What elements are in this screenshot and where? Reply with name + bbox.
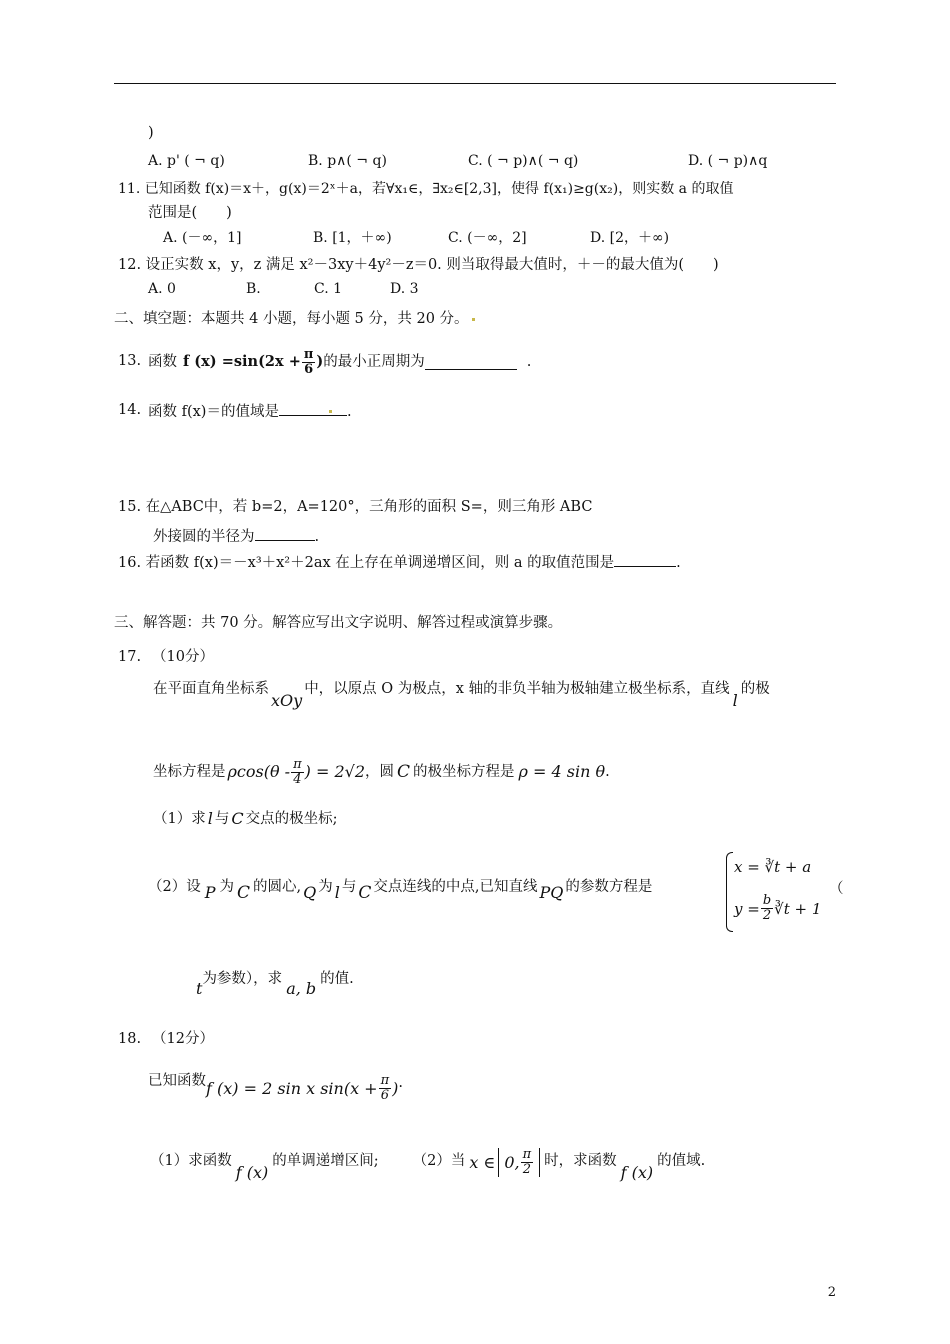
q18-half-pi: π <box>522 1147 532 1162</box>
section-3-heading: 三、解答题：共 70 分。解答应写出文字说明、解答过程或演算步骤。 <box>114 615 563 631</box>
q17-sub1-c: C <box>231 809 244 828</box>
q18-interval <box>498 1148 540 1177</box>
q17-eq1b: ) = 2√2 <box>304 762 365 781</box>
q18-score: （12分） <box>152 1031 214 1047</box>
q13-post: 的最小正周期为 <box>323 354 425 370</box>
page-number: 2 <box>827 1285 836 1300</box>
q16-wrap <box>118 552 681 572</box>
q12-option-b: B. <box>246 281 261 297</box>
q11-option-c: C. (－∞，2] <box>448 230 527 246</box>
q10-option-c: C. ( ¬ p)∧( ¬ q) <box>468 153 579 169</box>
q15-dot: . <box>314 529 320 545</box>
q18-sub2c: 的值域. <box>657 1153 706 1169</box>
q18-pi-over-6 <box>379 1074 392 1103</box>
q17-b-over-2 <box>761 894 773 923</box>
header-rule <box>114 83 836 84</box>
q18-eq-b: ) <box>392 1078 399 1098</box>
q18-sub2b: 时，求函数 <box>544 1153 617 1169</box>
q17-sub2e: 与 <box>341 879 357 895</box>
q13-pre: 函数 <box>148 354 177 370</box>
q11-line2: 范围是( ) <box>148 205 232 221</box>
q17-p1b: 中，以原点 O 为极点，x 轴的非负半轴为极轴建立极坐标系，直线 <box>304 681 730 697</box>
q11-line1: 11. 已知函数 f(x)＝x＋，g(x)＝2ˣ＋a，若∀x₁∈，∃x₂∈[2,3]，使得 f(x₁)≥g(x₂)，则实数 a 的取值 <box>118 181 734 197</box>
q14-answer-blank <box>279 401 347 416</box>
q18-fx-1: f (x) <box>235 1163 269 1182</box>
q17-sub2-cont <box>196 970 354 1000</box>
q14-text: 函数 f(x)＝的值域是 <box>148 404 279 420</box>
q17-sub1 <box>153 810 338 828</box>
q17-eq1a: ρcos(θ - <box>227 762 291 781</box>
q16-line1: 16. 若函数 f(x)＝－x³＋x²＋2ax 在上存在单调递增区间，则 a 的取值范围是 <box>118 555 615 571</box>
q12-option-c: C. 1 <box>314 281 343 297</box>
q17-p1c: 的极 <box>740 681 770 697</box>
q18-formula <box>206 1074 403 1103</box>
q17-sub1a: （1）求 <box>153 811 206 827</box>
q17-xoy: xOy <box>271 691 303 710</box>
q14-number: 14. <box>118 402 142 418</box>
q17-system-line1: x = ∛t + a <box>734 858 812 876</box>
q18-para1 <box>148 1072 403 1116</box>
q18-interval-a: 0, <box>504 1152 520 1172</box>
q17-b: b <box>762 893 772 908</box>
q18-x-range <box>465 1148 540 1177</box>
q17-l: l <box>732 691 738 710</box>
q15-answer-blank <box>255 526 315 541</box>
q18-pi: π <box>380 1073 390 1088</box>
q17-pi: π <box>293 756 302 772</box>
q17-two: 2 <box>762 908 772 923</box>
q17-sub1-l: l <box>207 809 213 828</box>
q14-dot: . <box>346 404 352 420</box>
q18-sub2a: （2）当 <box>412 1153 466 1169</box>
q10-option-b: B. p∧( ¬ q) <box>308 153 387 169</box>
q17-t: t <box>196 979 203 998</box>
q13-six: 6 <box>304 361 314 377</box>
q15-line2-wrap <box>153 526 319 546</box>
q18-dot: . <box>398 1075 403 1091</box>
q18-six: 6 <box>380 1088 389 1103</box>
q17-sub2a: （2）设 <box>148 879 201 895</box>
q17-score: （10分） <box>152 649 214 665</box>
q17-sub2 <box>148 878 652 902</box>
yellow-mark-icon <box>472 318 475 321</box>
q17-pq: PQ <box>539 883 564 902</box>
q18-sub1b: 的单调递增区间; <box>272 1153 379 1169</box>
q17-sub2f: 交点连线的中点,已知直线 <box>373 879 538 895</box>
q13-dot: . <box>526 354 532 370</box>
q17-p1a: 在平面直角坐标系 <box>153 681 269 697</box>
q14-body <box>148 401 352 421</box>
q18-number: 18. <box>118 1031 142 1047</box>
q13-pi-over-6 <box>302 348 316 377</box>
q17-para2 <box>153 752 610 792</box>
q17-sys2b: ∛t + 1 <box>774 899 822 918</box>
q17-sub2d: 为 <box>318 879 333 895</box>
q18-eq-a: f (x) = 2 sin x sin(x + <box>206 1078 378 1098</box>
q17-ab: a, b <box>286 979 317 998</box>
q13-pi: π <box>303 346 314 362</box>
q12-option-d: D. 3 <box>390 281 419 297</box>
section-2-heading <box>114 310 475 328</box>
q18-pi-over-2 <box>521 1148 534 1177</box>
q18-sub1a: （1）求函数 <box>150 1153 232 1169</box>
q17-p2d: . <box>605 764 610 780</box>
q18-p1a: 已知函数 <box>148 1073 206 1089</box>
q17-sub1b: 与 <box>214 811 230 827</box>
q16-dot: . <box>676 555 681 571</box>
system-brace-icon <box>726 852 733 932</box>
q18-fx-2: f (x) <box>620 1163 654 1182</box>
q16-answer-blank <box>614 552 676 567</box>
q18-half-two: 2 <box>522 1162 531 1177</box>
q17-c: C <box>397 762 411 782</box>
q17-sub2h: 为参数），求 <box>202 971 283 987</box>
q12-option-a: A. 0 <box>148 281 176 297</box>
q11-option-b: B. [1，＋∞) <box>313 230 392 246</box>
q11-option-d: D. [2，＋∞) <box>590 230 670 246</box>
q18-x-in: x ∈ <box>469 1152 496 1172</box>
q17-sub2-c2: C <box>358 883 372 903</box>
q11-option-a: A. (－∞，1] <box>163 230 242 246</box>
q17-eq2: ρ = 4 sin θ <box>518 762 606 781</box>
q13-answer-blank <box>425 355 517 370</box>
q17-sub2g: 的参数方程是 <box>565 879 653 895</box>
section-2-text: 二、填空题：本题共 4 小题，每小题 5 分，共 20 分。 <box>114 311 469 327</box>
q10-option-a: A. p' ( ¬ q) <box>148 153 225 169</box>
q17-sys2a: y = <box>734 899 760 918</box>
q17-sub2-c: C <box>237 883 251 903</box>
q13-number: 13. <box>118 353 142 369</box>
q17-sub1c: 交点的极坐标; <box>245 811 338 827</box>
q17-p2b: ，圆 <box>365 764 394 780</box>
q17-pi-over-4 <box>291 758 304 787</box>
q17-sub2c: 的圆心, <box>253 879 302 895</box>
q15-line2: 外接圆的半径为 <box>153 529 255 545</box>
q12-line1: 12. 设正实数 x，y，z 满足 x²－3xy＋4y²－z＝0. 则当取得最大值时，＋－的最大值为( ) <box>118 257 719 273</box>
q17-open-paren: （ <box>829 881 844 897</box>
q10-close-paren: ) <box>148 125 154 141</box>
q10-option-d: D. ( ¬ p)∧q <box>688 153 768 169</box>
q13-formula: f (x) =sin(2x + <box>183 353 301 370</box>
q17-p2c: 的极坐标方程是 <box>413 764 515 780</box>
q17-sub2i: 的值. <box>320 971 354 987</box>
q17-q: Q <box>303 883 317 902</box>
q15-line1: 15. 在△ABC中，若 b=2，A=120°，三角形的面积 S=，则三角形 ABC <box>118 499 593 515</box>
q17-para1 <box>153 680 770 716</box>
q17-p2a: 坐标方程是 <box>153 764 226 780</box>
q13-body <box>148 345 531 379</box>
q17-sub2b: 为 <box>219 879 234 895</box>
q17-p: P <box>204 883 216 902</box>
q18-subs <box>150 1147 706 1196</box>
q17-sub2-l: l <box>334 883 340 902</box>
q17-four: 4 <box>293 771 302 787</box>
yellow-mark-icon <box>329 410 332 413</box>
q17-number: 17. <box>118 649 142 665</box>
q13-close: ) <box>316 353 324 370</box>
q17-system-line2 <box>734 894 821 923</box>
